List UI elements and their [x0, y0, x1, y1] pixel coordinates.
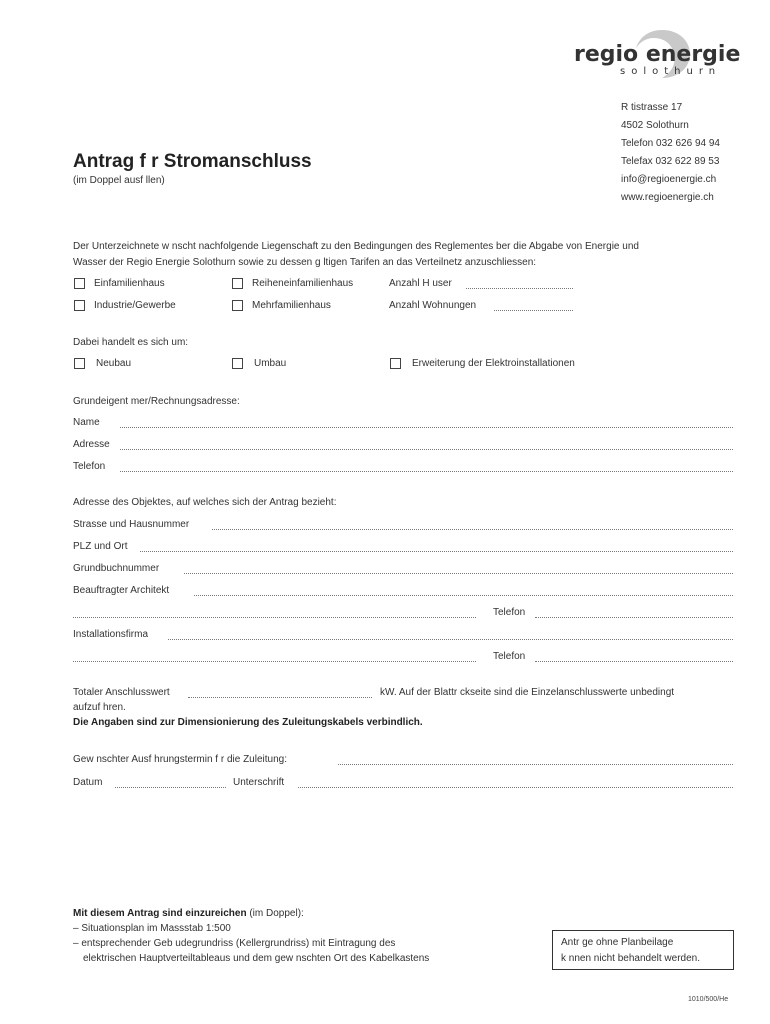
- address-email: info@regioenergie.ch: [621, 174, 717, 185]
- label-anzahl-haeuser: Anzahl H user: [389, 278, 452, 289]
- checkbox-neubau[interactable]: [74, 358, 85, 369]
- page-subtitle: (im Doppel ausf llen): [73, 175, 165, 186]
- label-installation: Installationsfirma: [73, 629, 149, 640]
- input-architekt-line-2[interactable]: [73, 617, 476, 618]
- input-installation-line-2[interactable]: [73, 661, 476, 662]
- address-city: 4502 Solothurn: [621, 120, 689, 131]
- checkbox-einfamilienhaus[interactable]: [74, 278, 85, 289]
- label-industrie: Industrie/Gewerbe: [94, 300, 176, 311]
- label-datum: Datum: [73, 777, 103, 788]
- address-fax: Telefax 032 622 89 53: [621, 156, 720, 167]
- attachments-heading-rest: (im Doppel):: [246, 908, 304, 919]
- attachment-item-1: – Situationsplan im Massstab 1:500: [73, 923, 231, 934]
- intro-line-1: Der Unterzeichnete w nscht nachfolgende Liegenschaft zu den Bedingungen des Reglementes ber die Abgabe von Energie und: [73, 241, 639, 252]
- input-telefon-owner[interactable]: [120, 471, 733, 472]
- logo-text: regio energie: [574, 42, 741, 67]
- input-grundbuch[interactable]: [184, 573, 733, 574]
- connection-note-1: kW. Auf der Blattr ckseite sind die Einzelanschlusswerte unbedingt: [380, 687, 675, 698]
- footer-code: 1010/500/He: [688, 996, 729, 1003]
- label-total: Totaler Anschlusswert: [73, 687, 170, 698]
- input-strasse[interactable]: [212, 529, 733, 530]
- note-line-1: Antr ge ohne Planbeilage: [561, 937, 674, 948]
- label-umbau: Umbau: [254, 358, 287, 369]
- input-datum[interactable]: [115, 787, 226, 788]
- label-name: Name: [73, 417, 100, 428]
- label-plz: PLZ und Ort: [73, 541, 128, 552]
- checkbox-erweiterung[interactable]: [390, 358, 401, 369]
- label-unterschrift: Unterschrift: [233, 777, 285, 788]
- owner-heading: Grundeigent mer/Rechnungsadresse:: [73, 396, 240, 407]
- attachment-item-2: – entsprechender Geb udegrundriss (Kellergrundriss) mit Eintragung des: [73, 938, 396, 949]
- input-adresse[interactable]: [120, 449, 733, 450]
- label-einfamilienhaus: Einfamilienhaus: [94, 278, 165, 289]
- label-telefon-installation: Telefon: [493, 651, 526, 662]
- checkbox-industrie[interactable]: [74, 300, 85, 311]
- label-adresse: Adresse: [73, 439, 110, 450]
- input-telefon-installation[interactable]: [535, 661, 733, 662]
- attachment-item-3: elektrischen Hauptverteiltableaus und dem gew nschten Ort des Kabelkastens: [83, 953, 430, 964]
- input-name[interactable]: [120, 427, 733, 428]
- address-block: [621, 99, 720, 207]
- object-heading: Adresse des Objektes, auf welches sich der Antrag bezieht:: [73, 497, 337, 508]
- attachments-heading: [73, 908, 304, 919]
- intro-line-2: Wasser der Regio Energie Solothurn sowie zu dessen g ltigen Tarifen an das Verteilnetz anzuschliessen:: [73, 257, 537, 268]
- label-telefon-owner: Telefon: [73, 461, 106, 472]
- input-unterschrift[interactable]: [298, 787, 733, 788]
- connection-binding-note: Die Angaben sind zur Dimensionierung des Zuleitungskabels verbindlich.: [73, 717, 423, 728]
- input-anzahl-wohnungen[interactable]: [494, 310, 573, 311]
- label-strasse: Strasse und Hausnummer: [73, 519, 190, 530]
- label-mehrfamilienhaus: Mehrfamilienhaus: [252, 300, 331, 311]
- address-street: R tistrasse 17: [621, 102, 683, 113]
- label-erweiterung: Erweiterung der Elektroinstallationen: [412, 358, 575, 369]
- label-neubau: Neubau: [96, 358, 132, 369]
- input-telefon-architekt[interactable]: [535, 617, 733, 618]
- input-total[interactable]: [188, 697, 372, 698]
- project-kind-label: Dabei handelt es sich um:: [73, 337, 189, 348]
- page-title: Antrag f r Stromanschluss: [73, 151, 312, 172]
- label-anzahl-wohnungen: Anzahl Wohnungen: [389, 300, 477, 311]
- label-architekt: Beauftragter Architekt: [73, 585, 170, 596]
- logo: [572, 28, 752, 80]
- label-desired-date: Gew nschter Ausf hrungstermin f r die Zuleitung:: [73, 754, 287, 765]
- input-anzahl-haeuser[interactable]: [466, 288, 573, 289]
- checkbox-mehrfamilienhaus[interactable]: [232, 300, 243, 311]
- label-grundbuch: Grundbuchnummer: [73, 563, 160, 574]
- logo-subtext: solothurn: [620, 66, 722, 77]
- checkbox-umbau[interactable]: [232, 358, 243, 369]
- note-box: [552, 930, 734, 970]
- label-reiheneinfamilienhaus: Reiheneinfamilienhaus: [252, 278, 354, 289]
- label-telefon-architekt: Telefon: [493, 607, 526, 618]
- connection-note-2: aufzuf hren.: [73, 702, 126, 713]
- input-desired-date[interactable]: [338, 764, 733, 765]
- input-architekt[interactable]: [194, 595, 733, 596]
- address-web: www.regioenergie.ch: [621, 192, 714, 203]
- note-line-2: k nnen nicht behandelt werden.: [561, 953, 700, 964]
- checkbox-reiheneinfamilienhaus[interactable]: [232, 278, 243, 289]
- input-plz[interactable]: [140, 551, 733, 552]
- input-installation[interactable]: [168, 639, 733, 640]
- attachments-heading-bold: Mit diesem Antrag sind einzureichen: [73, 908, 247, 919]
- address-phone: Telefon 032 626 94 94: [621, 138, 720, 149]
